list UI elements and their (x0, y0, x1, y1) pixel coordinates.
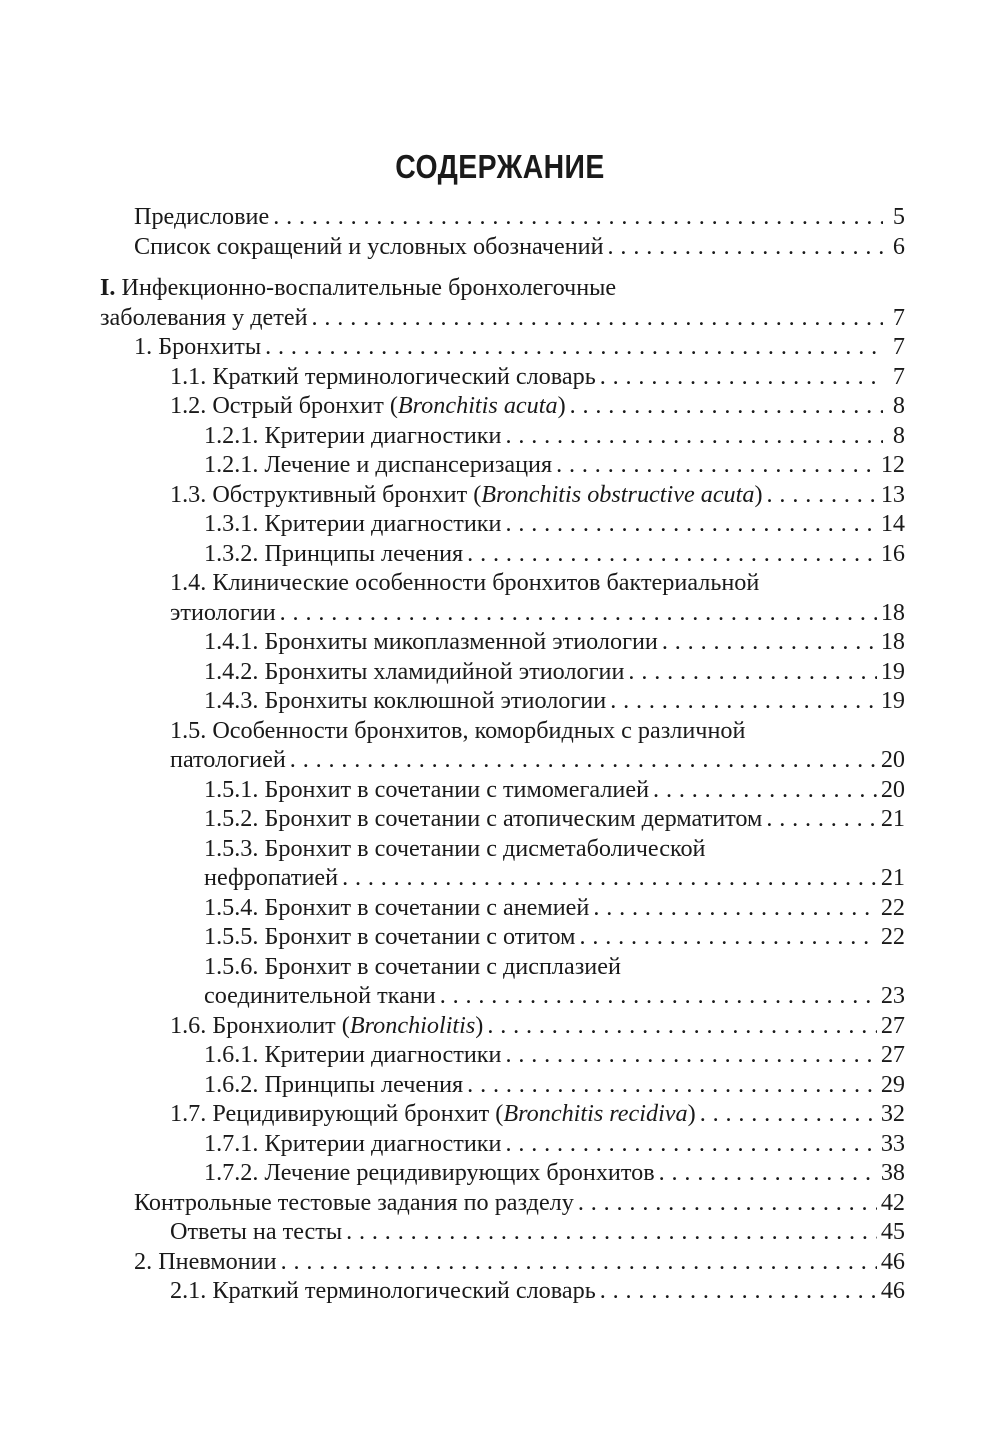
toc-entry-label (170, 716, 745, 746)
leader-dots (505, 421, 883, 451)
toc-entry-label (204, 893, 589, 923)
toc-entry-text: 1.7. Рецидивирующий бронхит ( (170, 1100, 504, 1127)
toc-entry[interactable] (100, 1011, 905, 1041)
toc-entry-text: 1.4.1. Бронхиты микоплазменной этиологии (204, 628, 658, 655)
toc-entry-text: 1.5.5. Бронхит в сочетании с отитом (204, 923, 576, 950)
toc-entry-text: 1.4.2. Бронхиты хламидийной этиологии (204, 657, 625, 685)
toc-entry-label (170, 1217, 342, 1247)
toc-entry-text: соединительной ткани (204, 982, 436, 1009)
toc-entry-text: 2. Пневмонии (134, 1247, 277, 1275)
toc-entry-text: 1.5. Особенности бронхитов, коморбидных с различной (170, 716, 746, 744)
toc-entry-label (170, 598, 276, 628)
leader-dots (273, 202, 883, 232)
leader-dots (628, 657, 876, 687)
toc-entry-label (170, 745, 286, 775)
latin-term: Bronchitis recidiva (503, 1100, 688, 1127)
leader-dots (570, 391, 883, 421)
page-number: 22 (880, 923, 905, 950)
toc-entry-text: 1.6.1. Критерии диагностики (204, 1041, 502, 1068)
toc-entry-text: 1.3. Обструктивный бронхит ( (170, 480, 482, 508)
leader-dots (593, 893, 876, 923)
toc-entry[interactable] (100, 232, 905, 262)
toc-entry[interactable] (100, 1188, 905, 1218)
toc-entry[interactable] (100, 716, 905, 746)
toc-entry[interactable] (100, 804, 905, 834)
leader-dots (440, 981, 877, 1011)
toc-entry[interactable] (100, 893, 905, 923)
toc-entry-label (170, 480, 763, 510)
toc-entry-text: 1.6.2. Принципы лечения (204, 1070, 464, 1098)
toc-entry-label (170, 362, 596, 392)
toc-entry-label (204, 450, 552, 480)
toc-entry[interactable] (100, 202, 905, 232)
toc-entry-label (134, 1188, 574, 1218)
toc-entry-label (170, 1011, 483, 1041)
toc-entry[interactable] (100, 834, 905, 864)
toc-entry[interactable] (100, 1129, 905, 1159)
toc-entry-label (204, 1158, 655, 1188)
toc-entry-label (204, 657, 624, 687)
page-number: 27 (880, 1011, 905, 1039)
page-number: 27 (880, 1041, 905, 1068)
toc-entry-text: 1.1. Краткий терминологический словарь (170, 362, 596, 390)
toc-entry-text: Предисловие (134, 203, 270, 230)
page-number: 23 (880, 982, 905, 1009)
leader-dots (505, 509, 876, 539)
page-number: 46 (880, 1277, 905, 1304)
toc-entry-label (204, 421, 501, 451)
toc-entry-label (204, 686, 606, 716)
leader-dots (487, 1011, 876, 1041)
toc-entry-label (204, 775, 649, 805)
toc-entry-label (134, 332, 261, 362)
leader-dots (505, 1040, 876, 1070)
toc-entry-text: патологией (170, 746, 286, 773)
leader-dots (766, 804, 876, 834)
toc-entry[interactable] (100, 1070, 905, 1100)
toc-entry-text: Инфекционно-воспалительные бронхолегочные (121, 274, 617, 301)
page-number: 19 (880, 687, 905, 714)
toc-entry-label (204, 834, 706, 864)
section-number: I. (100, 274, 122, 301)
latin-term: Bronchiolitis (349, 1011, 476, 1039)
leader-dots (600, 362, 883, 392)
toc-entry[interactable] (100, 598, 905, 628)
toc-entry-label (204, 804, 762, 834)
toc-entry-label (204, 627, 658, 657)
toc-entry-text: 1.5.1. Бронхит в сочетании с тимомегалией (204, 775, 650, 803)
toc-entry-label (204, 863, 338, 893)
toc-entry-label (204, 1070, 463, 1100)
leader-dots (505, 1129, 876, 1159)
toc-entry-text-suffix: ) (687, 1100, 696, 1127)
toc-entry[interactable] (100, 421, 905, 451)
leader-dots (700, 1099, 877, 1129)
toc-entry-text: Список сокращений и условных обозначений (134, 232, 604, 260)
toc-entry[interactable] (100, 509, 905, 539)
page-number: 21 (880, 864, 905, 891)
toc-entry-label (100, 273, 616, 303)
page-number: 20 (880, 746, 905, 773)
page-number: 21 (880, 805, 905, 832)
leader-dots (767, 480, 877, 510)
toc-entry[interactable] (100, 568, 905, 598)
toc-entry-label (204, 539, 463, 569)
leader-dots (342, 863, 877, 893)
toc-entry[interactable] (100, 627, 905, 657)
toc-entry[interactable] (100, 1247, 905, 1277)
page-number: 5 (892, 203, 905, 230)
toc-entry[interactable] (100, 391, 905, 421)
toc-entry[interactable] (100, 450, 905, 480)
page-number: 38 (880, 1159, 905, 1186)
toc-entry-label (204, 1040, 501, 1070)
toc-entry[interactable] (100, 332, 905, 362)
page-number: 16 (880, 539, 905, 567)
page-number: 20 (880, 775, 905, 803)
page-number: 8 (892, 392, 905, 419)
page-number: 12 (880, 451, 905, 478)
toc-entry[interactable] (100, 922, 905, 952)
toc-entry-text: 1.7.1. Критерии диагностики (204, 1129, 502, 1157)
latin-term: Bronchitis acuta (397, 392, 558, 419)
toc-entry-text: 1.4.3. Бронхиты коклюшной этиологии (204, 687, 607, 714)
toc-entry-text: 1.3.2. Принципы лечения (204, 539, 464, 567)
toc-entry-label (170, 1099, 696, 1129)
page-number: 33 (880, 1129, 905, 1157)
leader-dots (290, 745, 877, 775)
leader-dots (662, 627, 877, 657)
leader-dots (653, 775, 877, 805)
toc-entry[interactable] (100, 863, 905, 893)
toc-entry-label (100, 303, 308, 333)
toc-entry[interactable] (100, 480, 905, 510)
toc-entry-text: 1.7.2. Лечение рецидивирующих бронхитов (204, 1159, 655, 1186)
leader-dots (600, 1276, 877, 1306)
page-number: 6 (892, 232, 905, 260)
page-number: 18 (880, 628, 905, 655)
page-number: 14 (880, 510, 905, 537)
toc-entry-text: 1.4. Клинические особенности бронхитов бактериальной (170, 569, 760, 596)
toc-entry[interactable] (100, 657, 905, 687)
leader-dots (467, 539, 877, 569)
toc-entry-text: Контрольные тестовые задания по разделу (134, 1188, 574, 1216)
toc-entry-label (204, 922, 575, 952)
page-number: 42 (880, 1188, 905, 1216)
page-number: 8 (892, 421, 905, 449)
toc-entry-label (170, 568, 759, 598)
leader-dots (312, 303, 883, 333)
leader-dots (578, 1188, 877, 1218)
toc-entry[interactable] (100, 686, 905, 716)
leader-dots (556, 450, 877, 480)
leader-dots (610, 686, 877, 716)
page-title: СОДЕРЖАНИЕ (395, 148, 605, 185)
page-number: 19 (880, 657, 905, 685)
toc-entry-text: Ответы на тесты (170, 1218, 343, 1245)
leader-dots (608, 232, 883, 262)
toc-entry[interactable] (100, 362, 905, 392)
toc-entry[interactable] (100, 981, 905, 1011)
toc-entry-text: 1.2.1. Лечение и диспансеризация (204, 451, 553, 478)
toc-entry[interactable] (100, 1040, 905, 1070)
toc-entry[interactable] (100, 539, 905, 569)
toc-entry-text: 1.5.4. Бронхит в сочетании с анемией (204, 893, 590, 921)
toc-entry-label (134, 232, 604, 262)
toc-entry-label (204, 981, 436, 1011)
toc-entry-text: 1.2. Острый бронхит ( (170, 392, 398, 419)
page-number: 7 (892, 303, 905, 331)
toc-entry-label (204, 1129, 501, 1159)
leader-dots (346, 1217, 877, 1247)
toc-entry[interactable] (100, 1099, 905, 1129)
toc-entry-text: 1. Бронхиты (134, 333, 262, 360)
page-number: 29 (880, 1070, 905, 1098)
toc-entry-text-suffix: ) (475, 1011, 484, 1039)
toc-entry-text-suffix: ) (557, 392, 566, 419)
toc-entry-text: 1.2.1. Критерии диагностики (204, 421, 502, 449)
leader-dots (467, 1070, 877, 1100)
toc-entry[interactable] (100, 1276, 905, 1306)
leader-dots (579, 922, 876, 952)
table-of-contents (100, 202, 905, 1306)
page-number: 45 (880, 1218, 905, 1245)
toc-entry[interactable] (100, 1158, 905, 1188)
toc-entry-label (204, 509, 501, 539)
toc-entry-label (170, 391, 566, 421)
leader-dots (281, 1247, 877, 1277)
leader-dots (280, 598, 877, 628)
toc-entry-text-suffix: ) (754, 480, 763, 508)
toc-entry-text: 1.5.2. Бронхит в сочетании с атопическим дерматитом (204, 805, 763, 832)
page-number: 46 (880, 1247, 905, 1275)
page-number: 18 (880, 598, 905, 626)
toc-entry-text: 2.1. Краткий терминологический словарь (170, 1277, 596, 1304)
leader-dots (659, 1158, 877, 1188)
page-number: 32 (880, 1100, 905, 1127)
toc-entry[interactable] (100, 745, 905, 775)
latin-term: Bronchitis obstructive acuta (481, 480, 755, 508)
leader-dots (265, 332, 883, 362)
toc-entry-label (134, 202, 269, 232)
toc-entry-text: 1.6. Бронхиолит ( (170, 1011, 350, 1039)
page-number: 13 (880, 480, 905, 508)
toc-entry-text: этиологии (170, 598, 276, 626)
toc-entry-text: 1.3.1. Критерии диагностики (204, 510, 502, 537)
page-number: 7 (892, 333, 905, 360)
toc-entry-label (170, 1276, 596, 1306)
toc-entry[interactable] (100, 952, 905, 982)
toc-entry[interactable] (100, 1217, 905, 1247)
page-number: 7 (892, 362, 905, 390)
toc-entry-text: 1.5.3. Бронхит в сочетании с дисметаболической (204, 834, 706, 862)
page-number: 22 (880, 893, 905, 921)
toc-entry[interactable] (100, 303, 905, 333)
toc-entry-label (204, 952, 621, 982)
toc-entry[interactable] (100, 273, 905, 303)
toc-entry-text: 1.5.6. Бронхит в сочетании с дисплазией (204, 952, 621, 980)
toc-entry-text: нефропатией (204, 864, 339, 891)
toc-entry-text: заболевания у детей (100, 303, 308, 331)
toc-entry[interactable] (100, 775, 905, 805)
toc-entry-label (134, 1247, 277, 1277)
